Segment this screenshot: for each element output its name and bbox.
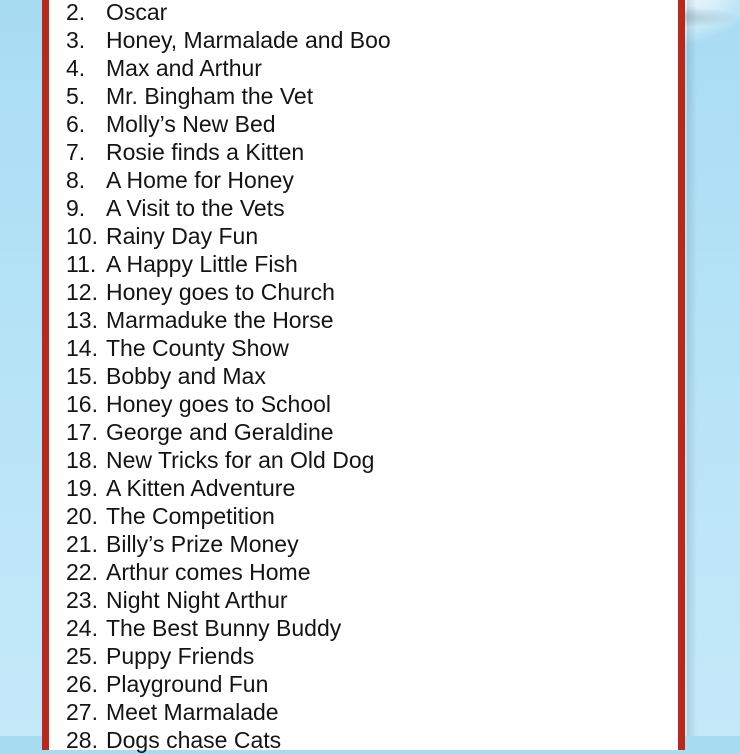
episode-number: 15. xyxy=(66,363,98,389)
episode-number: 11. xyxy=(66,251,97,277)
list-item xyxy=(66,670,391,698)
episode-number: 25. xyxy=(66,643,98,669)
episode-title: Bobby and Max xyxy=(106,363,266,389)
episode-title: New Tricks for an Old Dog xyxy=(106,447,375,473)
list-item xyxy=(66,278,391,306)
episode-title: Honey goes to School xyxy=(106,391,332,417)
episode-number: 24. xyxy=(66,615,98,641)
episode-title: The Competition xyxy=(106,503,275,529)
list-item xyxy=(66,446,391,474)
episode-title: Dogs chase Cats xyxy=(106,727,282,753)
list-item xyxy=(66,614,391,642)
list-item xyxy=(66,166,391,194)
list-item xyxy=(66,558,391,586)
list-item xyxy=(66,698,391,726)
episode-title: Mr. Bingham the Vet xyxy=(106,83,314,109)
episode-number: 18. xyxy=(66,447,98,473)
list-item xyxy=(66,390,391,418)
episode-title: Oscar xyxy=(106,0,168,25)
list-item xyxy=(66,586,391,614)
episode-number: 5. xyxy=(66,83,86,109)
list-item xyxy=(66,54,391,82)
episode-title: Rainy Day Fun xyxy=(106,223,259,249)
episode-number: 10. xyxy=(66,223,98,249)
list-item xyxy=(66,250,391,278)
episode-number: 27. xyxy=(66,699,98,725)
episode-number: 21. xyxy=(66,531,98,557)
episode-title: George and Geraldine xyxy=(106,419,334,445)
episode-title: The County Show xyxy=(106,335,289,361)
episode-title: A Visit to the Vets xyxy=(106,195,285,221)
episode-title: Arthur comes Home xyxy=(106,559,311,585)
episode-title: A Kitten Adventure xyxy=(106,475,296,501)
list-item xyxy=(66,138,391,166)
episode-number: 3. xyxy=(66,27,86,53)
episode-number: 22. xyxy=(66,559,98,585)
episode-title: Honey goes to Church xyxy=(106,279,335,305)
episode-title: Rosie finds a Kitten xyxy=(106,139,305,165)
list-item xyxy=(66,502,391,530)
episode-title: Billy’s Prize Money xyxy=(106,531,299,557)
list-item xyxy=(66,82,391,110)
episode-title: A Home for Honey xyxy=(106,167,294,193)
episode-number: 12. xyxy=(66,279,98,305)
episode-title: Marmaduke the Horse xyxy=(106,307,334,333)
episode-number: 2. xyxy=(66,0,86,25)
list-item xyxy=(66,726,391,754)
episode-number: 8. xyxy=(66,167,86,193)
episode-title: Night Night Arthur xyxy=(106,587,288,613)
list-item xyxy=(66,222,391,250)
list-item xyxy=(66,530,391,558)
episode-number: 16. xyxy=(66,391,98,417)
list-item xyxy=(66,26,391,54)
panel-edge-shadow xyxy=(687,0,697,736)
list-item xyxy=(66,418,391,446)
episode-number: 19. xyxy=(66,475,98,501)
episode-number: 14. xyxy=(66,335,98,361)
episode-title: Puppy Friends xyxy=(106,643,255,669)
episode-title: The Best Bunny Buddy xyxy=(106,615,342,641)
list-item xyxy=(66,194,391,222)
list-item xyxy=(66,334,391,362)
episode-number: 6. xyxy=(66,111,86,137)
episode-number: 26. xyxy=(66,671,98,697)
list-item xyxy=(66,642,391,670)
episode-list xyxy=(66,0,391,754)
episode-title: Honey, Marmalade and Boo xyxy=(106,27,391,53)
episode-title: Playground Fun xyxy=(106,671,269,697)
list-item xyxy=(66,110,391,138)
episode-title: A Happy Little Fish xyxy=(106,251,298,277)
episode-number: 28. xyxy=(66,727,98,753)
episode-title: Molly’s New Bed xyxy=(106,111,276,137)
episode-number: 13. xyxy=(66,307,98,333)
list-item xyxy=(66,362,391,390)
list-item xyxy=(66,306,391,334)
episode-number: 9. xyxy=(66,195,86,221)
episode-title: Max and Arthur xyxy=(106,55,262,81)
episode-number: 7. xyxy=(66,139,86,165)
episode-title: Meet Marmalade xyxy=(106,699,279,725)
episode-number: 23. xyxy=(66,587,98,613)
list-item xyxy=(66,0,391,26)
episode-number: 4. xyxy=(66,55,86,81)
list-item xyxy=(66,474,391,502)
episode-number: 17. xyxy=(66,419,98,445)
episode-number: 20. xyxy=(66,503,98,529)
